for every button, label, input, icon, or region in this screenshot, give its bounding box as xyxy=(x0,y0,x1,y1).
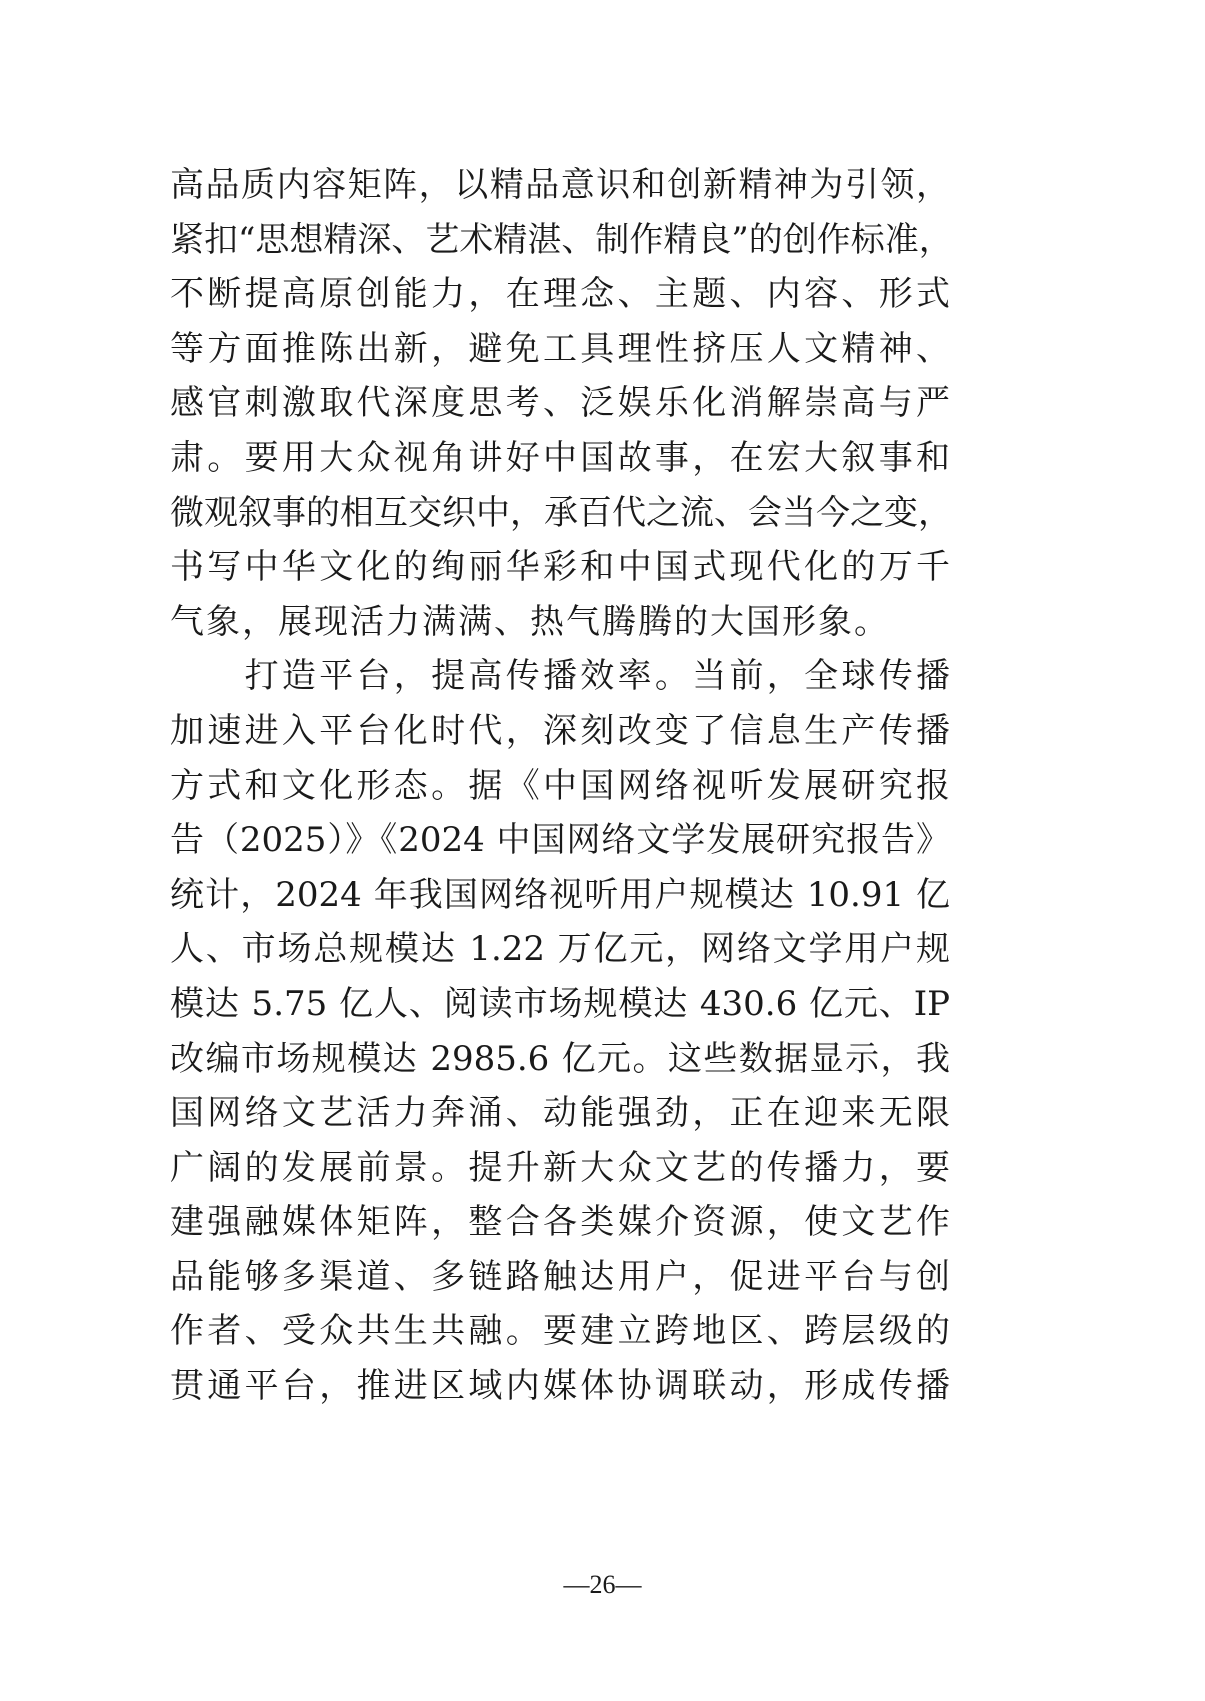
text-line: 改编市场规模达 2985.6 亿元。这些数据显示，我 xyxy=(170,1038,950,1079)
text-line: 肃。要用大众视角讲好中国故事，在宏大叙事和 xyxy=(170,437,950,478)
text-line: 人、市场总规模达 1.22 万亿元，网络文学用户规 xyxy=(170,929,950,970)
text-line: 不断提高原创能力，在理念、主题、内容、形式 xyxy=(170,274,950,315)
text-line: 加速进入平台化时代，深刻改变了信息生产传播 xyxy=(170,710,950,751)
text-line: 微观叙事的相互交织中，承百代之流、会当今之变， xyxy=(170,492,952,533)
text-line: 广阔的发展前景。提升新大众文艺的传播力，要 xyxy=(170,1147,950,1188)
text-line: 国网络文艺活力奔涌、动能强劲，正在迎来无限 xyxy=(170,1093,950,1134)
text-line: 告（2025）》《2024 中国网络文学发展研究报告》 xyxy=(170,820,950,861)
page-number: —26— xyxy=(563,1570,642,1599)
paragraph-end-line: 气象，展现活力满满、热气腾腾的大国形象。 xyxy=(170,601,890,642)
text-line: 书写中华文化的绚丽华彩和中国式现代化的万千 xyxy=(170,547,950,588)
text-line: 作者、受众共生共融。要建立跨地区、跨层级的 xyxy=(170,1311,950,1352)
text-line: 方式和文化形态。据《中国网络视听发展研究报 xyxy=(170,765,950,806)
text-line: 高品质内容矩阵，以精品意识和创新精神为引领， xyxy=(170,165,950,205)
text-line: 统计，2024 年我国网络视听用户规模达 10.91 亿 xyxy=(170,874,950,915)
text-line: 紧扣“思想精深、艺术精湛、制作精良”的创作标准， xyxy=(170,219,953,260)
text-line: 建强融媒体矩阵，整合各类媒介资源，使文艺作 xyxy=(170,1202,950,1243)
body-text xyxy=(170,158,953,1414)
text-line: 感官刺激取代深度思考、泛娱乐化消解崇高与严 xyxy=(170,383,950,424)
paragraph-first-line: 打造平台，提高传播效率。当前，全球传播 xyxy=(170,656,950,697)
text-line: 等方面推陈出新，避免工具理性挤压人文精神、 xyxy=(170,328,950,369)
text-line: 品能够多渠道、多链路触达用户，促进平台与创 xyxy=(170,1256,950,1297)
text-line: 贯通平台，推进区域内媒体协调联动，形成传播 xyxy=(170,1366,950,1407)
text-line: 模达 5.75 亿人、阅读市场规模达 430.6 亿元、IP xyxy=(170,983,950,1024)
